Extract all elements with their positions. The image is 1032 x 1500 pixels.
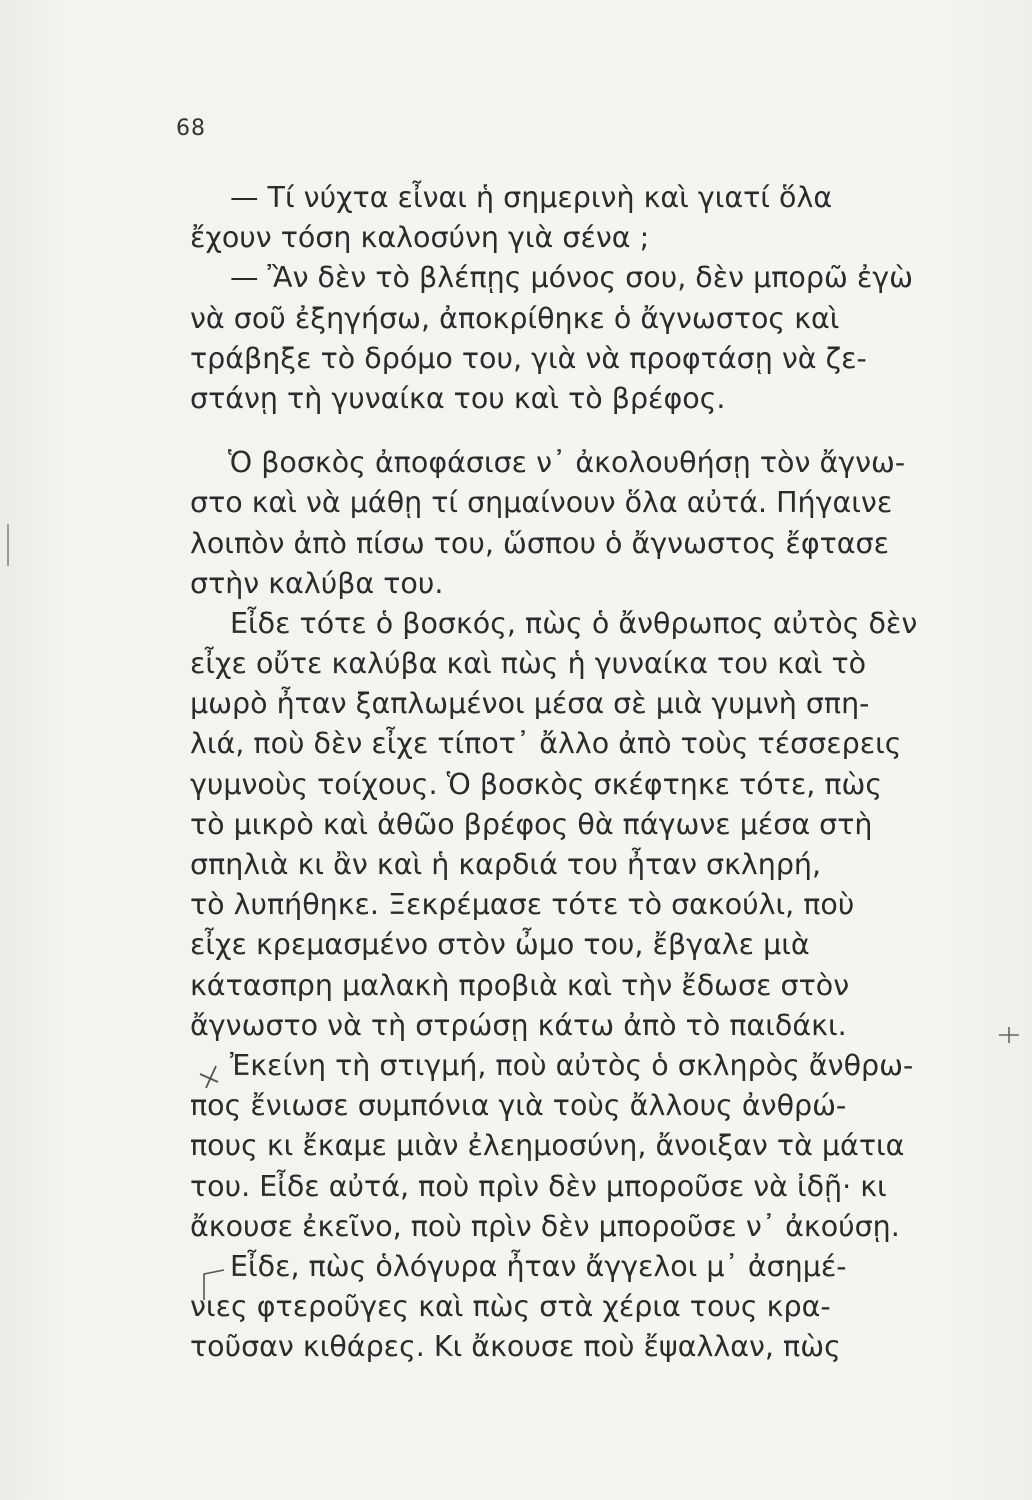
text-line: Εἶδε, πὼς ὁλόγυρα ἦταν ἄγγελοι μ᾽ ἀσημέ-: [230, 1249, 847, 1283]
page-number: 68: [176, 116, 206, 141]
pencil-mark-icon: [196, 1264, 226, 1304]
pencil-mark-icon: [196, 1062, 236, 1092]
pencil-mark-icon: [996, 1022, 1022, 1048]
text-line: τοῦσαν κιθάρες. Κι ἄκουσε ποὺ ἔψαλλαν, πὼς: [190, 1330, 841, 1364]
text-line: λοιπὸν ἀπὸ πίσω του, ὥσπου ὁ ἄγνωστος ἔφτασε: [190, 526, 890, 560]
pencil-mark-icon: [2, 520, 16, 570]
text-line: ἄκουσε ἐκεῖνο, ποὺ πρὶν δὲν μποροῦσε ν᾽ ἀκούσῃ.: [190, 1209, 900, 1243]
text-line: πος ἔνιωσε συμπόνια γιὰ τοὺς ἄλλους ἀνθρώ-: [190, 1089, 847, 1123]
text-line: σπηλιὰ κι ἂν καὶ ἡ καρδιά του ἦταν σκληρή,: [190, 848, 822, 881]
text-line: εἶχε κρεμασμένο στὸν ὦμο του, ἔβγαλε μιὰ: [190, 928, 810, 962]
text-line: Εἶδε τότε ὁ βοσκός, πὼς ὁ ἄνθρωπος αὐτὸς δὲν: [230, 606, 918, 640]
text-line: στάνῃ τὴ γυναίκα του καὶ τὸ βρέφος.: [190, 381, 726, 415]
text-line: γυμνοὺς τοίχους. Ὁ βοσκὸς σκέφτηκε τότε, πὼς: [190, 767, 883, 801]
text-line: κάτασπρη μαλακὴ προβιὰ καὶ τὴν ἔδωσε στὸν: [190, 968, 850, 1002]
text-line: τὸ μικρὸ καὶ ἀθῶο βρέφος θὰ πάγωνε μέσα στὴ: [190, 807, 873, 841]
text-line: ἔχουν τόση καλοσύνη γιὰ σένα ;: [190, 221, 650, 255]
text-line: — Τί νύχτα εἶναι ἡ σημερινὴ καὶ γιατί ὅλα: [230, 181, 833, 214]
text-line: νιες φτεροῦγες καὶ πὼς στὰ χέρια τους κρα-: [190, 1290, 831, 1324]
paragraph-gap: [190, 419, 986, 443]
text-line: μωρὸ ἦταν ξαπλωμένοι μέσα σὲ μιὰ γυμνὴ σπη-: [190, 687, 870, 721]
text-line: λιά, ποὺ δὲν εἶχε τίποτ᾽ ἄλλο ἀπὸ τοὺς τέσσερεις: [190, 727, 902, 761]
text-line: στὴν καλύβα του.: [190, 566, 444, 600]
text-line: Ὁ βοσκὸς ἀποφάσισε ν᾽ ἀκολουθήσῃ τὸν ἄγνω-: [228, 446, 906, 480]
text-line: Ἐκείνη τὴ στιγμή, ποὺ αὐτὸς ὁ σκληρὸς ἄνθρω-: [230, 1048, 914, 1082]
body-text: [190, 178, 986, 1367]
text-line: πους κι ἔκαμε μιὰν ἐλεημοσύνη, ἄνοιξαν τὰ μάτια: [190, 1129, 905, 1163]
text-line: τὸ λυπήθηκε. Ξεκρέμασε τότε τὸ σακούλι, ποὺ: [190, 888, 855, 922]
text-line: ἄγνωστο νὰ τὴ στρώσῃ κάτω ἀπὸ τὸ παιδάκι.: [190, 1008, 847, 1042]
text-line: του. Εἶδε αὐτά, ποὺ πρὶν δὲν μποροῦσε νὰ ἰδῇ· κι: [190, 1169, 887, 1203]
text-line: εἶχε οὔτε καλύβα καὶ πὼς ἡ γυναίκα του καὶ τὸ: [190, 647, 867, 681]
text-line: τράβηξε τὸ δρόμο του, γιὰ νὰ προφτάσῃ νὰ ζε-: [190, 341, 867, 375]
text-line: — Ἂν δὲν τὸ βλέπῃς μόνος σου, δὲν μπορῶ ἐγὼ: [230, 261, 914, 295]
text-line: στο καὶ νὰ μάθῃ τί σημαίνουν ὅλα αὐτά. Πήγαινε: [190, 486, 893, 520]
text-line: νὰ σοῦ ἐξηγήσω, ἀποκρίθηκε ὁ ἄγνωστος καὶ: [190, 301, 840, 335]
